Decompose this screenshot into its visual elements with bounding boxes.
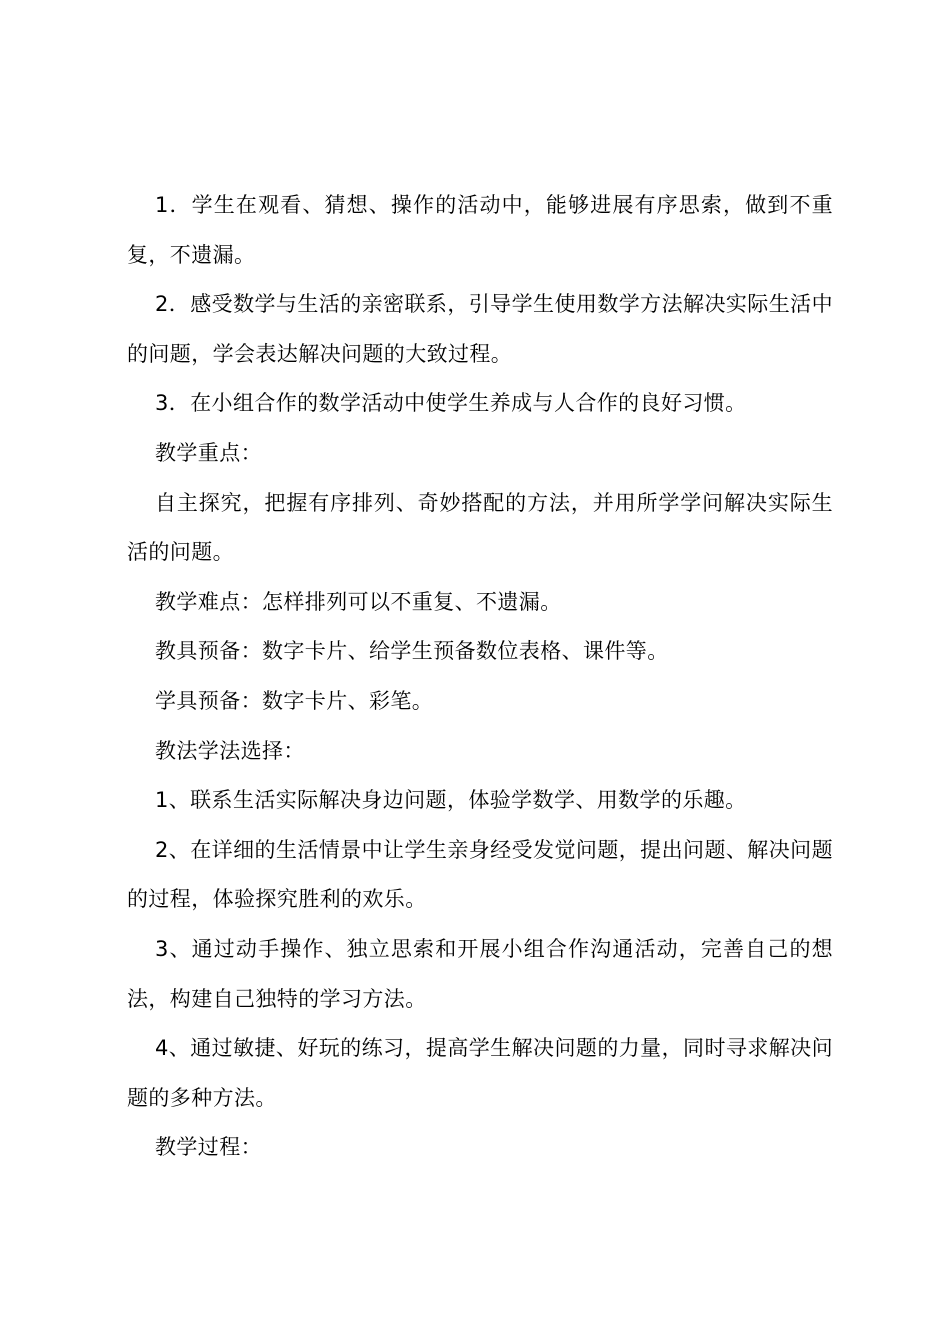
key-points-text: 自主探究，把握有序排列、奇妙搭配的方法，并用所学学问解决实际生活的问题。 [127, 490, 833, 565]
objective-1: 1．学生在观看、猜想、操作的活动中，能够进展有序思索，做到不重复，不遗漏。 [127, 193, 833, 267]
process-heading: 教学过程： [155, 1135, 262, 1160]
method-3: 3、通过动手操作、独立思索和开展小组合作沟通活动，完善自己的想法，构建自己独特的学习方法。 [127, 936, 833, 1011]
method-1: 1、联系生活实际解决身边问题，体验学数学、用数学的乐趣。 [155, 788, 747, 813]
teaching-aids: 教具预备：数字卡片、给学生预备数位表格、课件等。 [155, 639, 669, 664]
difficulty: 教学难点：怎样排列可以不重复、不遗漏。 [155, 589, 562, 614]
methods-heading: 教法学法选择： [155, 738, 305, 763]
method-4: 4、通过敏捷、好玩的练习，提高学生解决问题的力量，同时寻求解决问题的多种方法。 [127, 1036, 833, 1110]
document-body [127, 181, 833, 1173]
learning-aids: 学具预备：数字卡片、彩笔。 [155, 688, 434, 713]
objective-3: 3．在小组合作的数学活动中使学生养成与人合作的良好习惯。 [155, 391, 747, 416]
objective-2: 2．感受数学与生活的亲密联系，引导学生使用数学方法解决实际生活中的问题，学会表达解决问题的大致过程。 [127, 292, 833, 366]
key-points-heading: 教学重点： [155, 440, 262, 465]
method-2: 2、在详细的生活情景中让学生亲身经受发觉问题，提出问题、解决问题的过程，体验探究胜利的欢乐。 [127, 837, 833, 912]
